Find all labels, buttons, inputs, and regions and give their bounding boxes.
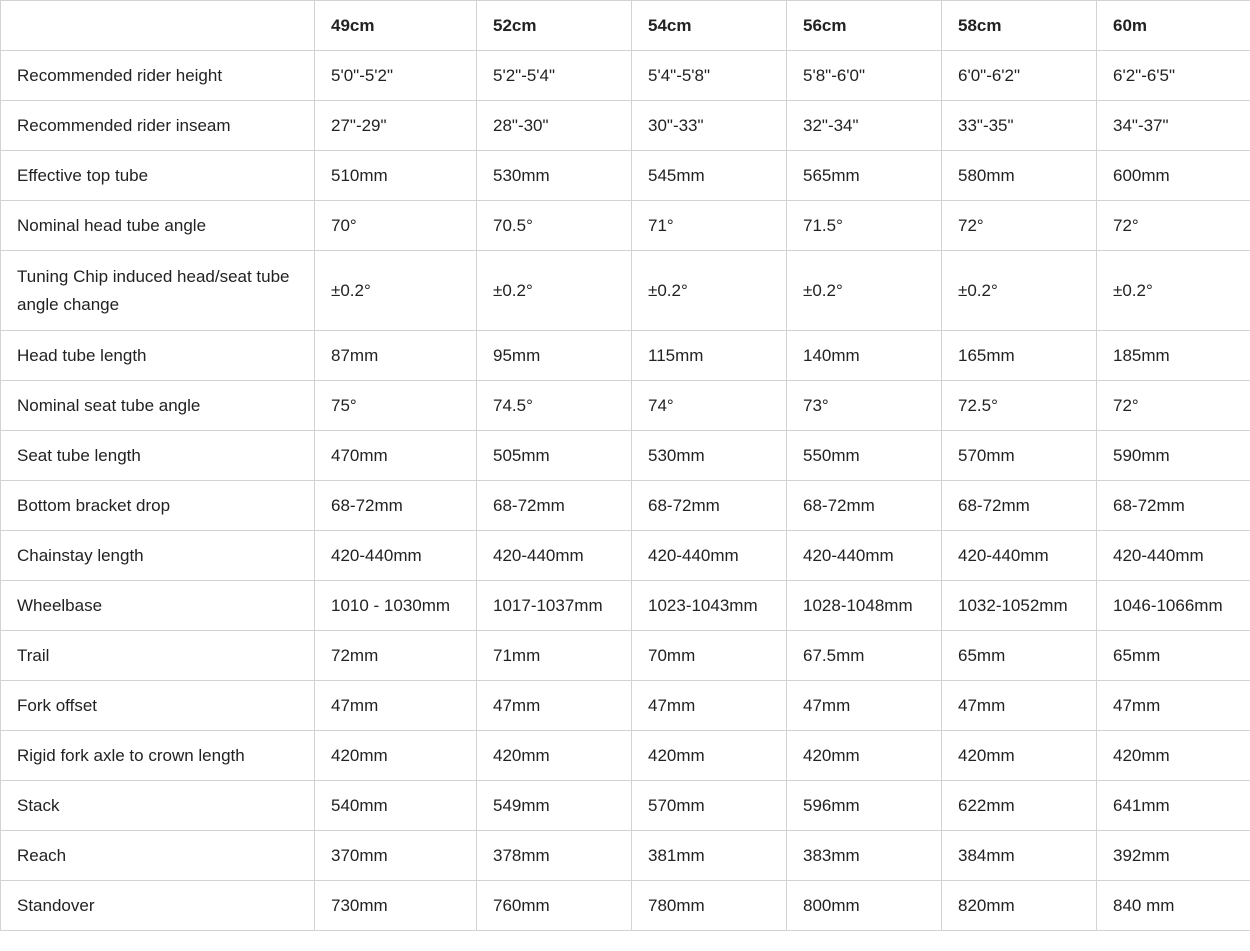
table-row [1, 631, 1250, 681]
table-cell: 420-440mm [787, 531, 942, 581]
table-cell: 70° [315, 201, 477, 251]
row-label: Standover [1, 881, 315, 931]
table-cell: 33"-35" [942, 101, 1097, 151]
table-cell: 27"-29" [315, 101, 477, 151]
table-cell: 71mm [477, 631, 632, 681]
table-cell: 596mm [787, 781, 942, 831]
table-cell: 580mm [942, 151, 1097, 201]
table-cell: 34"-37" [1097, 101, 1250, 151]
table-cell: 565mm [787, 151, 942, 201]
table-row [1, 431, 1250, 481]
table-cell: 68-72mm [632, 481, 787, 531]
table-cell: 381mm [632, 831, 787, 881]
table-cell: 47mm [477, 681, 632, 731]
table-cell: 185mm [1097, 331, 1250, 381]
row-label: Seat tube length [1, 431, 315, 481]
table-cell: 420mm [942, 731, 1097, 781]
table-cell: 420-440mm [632, 531, 787, 581]
table-cell: 1010 - 1030mm [315, 581, 477, 631]
table-cell: 820mm [942, 881, 1097, 931]
table-cell: 72.5° [942, 381, 1097, 431]
header-cell-size: 60m [1097, 1, 1250, 51]
table-row [1, 531, 1250, 581]
table-row [1, 381, 1250, 431]
table-cell: 1028-1048mm [787, 581, 942, 631]
table-cell: 600mm [1097, 151, 1250, 201]
table-row [1, 481, 1250, 531]
table-cell: ±0.2° [1097, 251, 1250, 331]
row-label: Reach [1, 831, 315, 881]
table-cell: 95mm [477, 331, 632, 381]
table-cell: 383mm [787, 831, 942, 881]
table-row [1, 251, 1250, 331]
table-cell: 549mm [477, 781, 632, 831]
table-cell: 840 mm [1097, 881, 1250, 931]
table-cell: 420mm [315, 731, 477, 781]
table-cell: 74.5° [477, 381, 632, 431]
table-cell: 530mm [477, 151, 632, 201]
table-cell: 47mm [315, 681, 477, 731]
table-cell: 570mm [942, 431, 1097, 481]
table-cell: 5'8"-6'0" [787, 51, 942, 101]
table-cell: 115mm [632, 331, 787, 381]
table-cell: 47mm [632, 681, 787, 731]
row-label: Recommended rider height [1, 51, 315, 101]
row-label: Recommended rider inseam [1, 101, 315, 151]
table-cell: 72mm [315, 631, 477, 681]
table-cell: 420-440mm [1097, 531, 1250, 581]
row-label: Tuning Chip induced head/seat tube angle change [1, 251, 315, 331]
table-cell: 67.5mm [787, 631, 942, 681]
table-cell: 72° [942, 201, 1097, 251]
table-cell: 28"-30" [477, 101, 632, 151]
table-cell: 68-72mm [942, 481, 1097, 531]
table-row [1, 201, 1250, 251]
table-cell: 6'0"-6'2" [942, 51, 1097, 101]
table-cell: 32"-34" [787, 101, 942, 151]
table-cell: 420mm [787, 731, 942, 781]
table-row [1, 731, 1250, 781]
table-cell: 470mm [315, 431, 477, 481]
table-cell: 1032-1052mm [942, 581, 1097, 631]
header-cell-size: 56cm [787, 1, 942, 51]
table-cell: 30"-33" [632, 101, 787, 151]
row-label: Wheelbase [1, 581, 315, 631]
table-cell: ±0.2° [315, 251, 477, 331]
table-cell: 420-440mm [942, 531, 1097, 581]
header-cell-size: 58cm [942, 1, 1097, 51]
header-cell-size: 49cm [315, 1, 477, 51]
table-cell: ±0.2° [942, 251, 1097, 331]
header-cell-size: 52cm [477, 1, 632, 51]
table-cell: 5'4"-5'8" [632, 51, 787, 101]
table-cell: 74° [632, 381, 787, 431]
table-cell: ±0.2° [477, 251, 632, 331]
table-cell: 71.5° [787, 201, 942, 251]
table-cell: 1046-1066mm [1097, 581, 1250, 631]
table-cell: 47mm [1097, 681, 1250, 731]
row-label: Head tube length [1, 331, 315, 381]
table-cell: 70mm [632, 631, 787, 681]
table-cell: 68-72mm [1097, 481, 1250, 531]
table-cell: 68-72mm [477, 481, 632, 531]
table-cell: 510mm [315, 151, 477, 201]
table-cell: 378mm [477, 831, 632, 881]
table-cell: 1017-1037mm [477, 581, 632, 631]
table-cell: 140mm [787, 331, 942, 381]
row-label: Nominal head tube angle [1, 201, 315, 251]
header-cell-size: 54cm [632, 1, 787, 51]
table-cell: 540mm [315, 781, 477, 831]
table-cell: 590mm [1097, 431, 1250, 481]
row-label: Fork offset [1, 681, 315, 731]
row-label: Stack [1, 781, 315, 831]
row-label: Chainstay length [1, 531, 315, 581]
table-cell: 5'0"-5'2" [315, 51, 477, 101]
row-label: Trail [1, 631, 315, 681]
table-cell: 70.5° [477, 201, 632, 251]
table-row [1, 781, 1250, 831]
table-row [1, 831, 1250, 881]
table-cell: 420mm [632, 731, 787, 781]
table-cell: 370mm [315, 831, 477, 881]
table-cell: 71° [632, 201, 787, 251]
header-row [1, 1, 1250, 51]
row-label: Nominal seat tube angle [1, 381, 315, 431]
table-row [1, 881, 1250, 931]
table-cell: 420mm [1097, 731, 1250, 781]
table-cell: 530mm [632, 431, 787, 481]
table-cell: 5'2"-5'4" [477, 51, 632, 101]
table-cell: 760mm [477, 881, 632, 931]
row-label: Rigid fork axle to crown length [1, 731, 315, 781]
table-row [1, 151, 1250, 201]
table-row [1, 51, 1250, 101]
table-body [1, 51, 1250, 931]
table-cell: 420mm [477, 731, 632, 781]
table-cell: 68-72mm [315, 481, 477, 531]
table-row [1, 581, 1250, 631]
table-cell: 72° [1097, 201, 1250, 251]
table-cell: 800mm [787, 881, 942, 931]
table-cell: 641mm [1097, 781, 1250, 831]
table-row [1, 331, 1250, 381]
table-cell: ±0.2° [632, 251, 787, 331]
table-cell: 65mm [1097, 631, 1250, 681]
table-cell: 165mm [942, 331, 1097, 381]
table-cell: 420-440mm [315, 531, 477, 581]
table-cell: 550mm [787, 431, 942, 481]
table-cell: 1023-1043mm [632, 581, 787, 631]
header-cell-empty [1, 1, 315, 51]
row-label: Effective top tube [1, 151, 315, 201]
table-cell: 420-440mm [477, 531, 632, 581]
row-label: Bottom bracket drop [1, 481, 315, 531]
table-cell: 47mm [942, 681, 1097, 731]
table-cell: 545mm [632, 151, 787, 201]
table-cell: 75° [315, 381, 477, 431]
table-cell: 780mm [632, 881, 787, 931]
table-cell: 384mm [942, 831, 1097, 881]
table-cell: 87mm [315, 331, 477, 381]
table-row [1, 101, 1250, 151]
table-cell: ±0.2° [787, 251, 942, 331]
table-cell: 730mm [315, 881, 477, 931]
table-cell: 6'2"-6'5" [1097, 51, 1250, 101]
table-cell: 570mm [632, 781, 787, 831]
table-cell: 65mm [942, 631, 1097, 681]
table-cell: 622mm [942, 781, 1097, 831]
table-row [1, 681, 1250, 731]
table-cell: 505mm [477, 431, 632, 481]
table-cell: 73° [787, 381, 942, 431]
table-cell: 47mm [787, 681, 942, 731]
table-cell: 72° [1097, 381, 1250, 431]
table-cell: 68-72mm [787, 481, 942, 531]
table-cell: 392mm [1097, 831, 1250, 881]
